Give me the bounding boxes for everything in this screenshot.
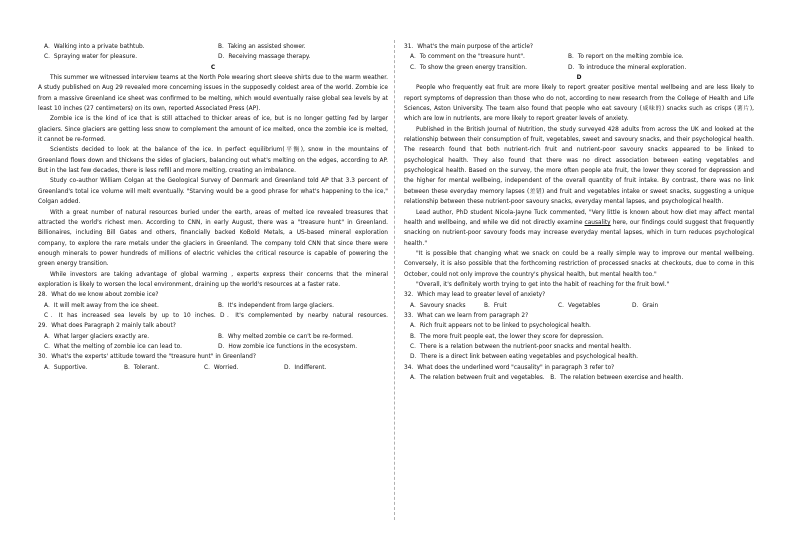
question-32: 32．Which may lead to greater level of anxiety? (404, 292, 546, 299)
q28-options-row-2 (38, 311, 388, 321)
passage-c-paragraph: Scientists decided to look at the balance of the ice. In perfect equilibrium(平衡), snow in the mountains of Greenland flows down and thickens the sides of glaciers, balancing out what's melting on the edges, according to AP. But in the last few decades, there is less refill and more melting, creating an imbalance. (38, 147, 388, 175)
passage-c-paragraph: Study co-author William Colgan at the Geological Survey of Denmark and Greenland told AP that 3.3 percent of Greenland's total ice volume will melt eventually. "Starving would be a good phrase for what's happening to the ice," Colgan added. (38, 178, 388, 206)
question-30: 30．What's the experts' attitude toward the "treasure hunt" in Greenland? (38, 354, 256, 361)
option-b: B．It's independent from large glaciers. (218, 302, 334, 309)
option-b: B．Fruit (484, 302, 507, 309)
option-c: C．It has increased sea levels by up to 10 inches. (44, 312, 216, 319)
passage-c-paragraph: While investors are taking advantage of global warming , experts express their concerns that the mineral exploration is likely to worsen the local environment, draining up the world's resources at a faster rate. (38, 271, 388, 288)
q30-options (38, 363, 388, 373)
option-b: B．The more fruit people eat, the lower they score for depression. (410, 333, 604, 340)
option-b: B．The relation between exercise and health. (550, 375, 684, 381)
passage-c-paragraph: This summer we witnessed interview teams at the North Pole wearing short sleeve shirts due to the warm weather. A study published on Aug 29 revealed more concerning issues in the supposedly coldest area of the world. Zombie ice from a massive Greenland ice sheet was confirmed to be melting, which would eventually raise global sea levels by at least 10 inches (27 centimeters) on its own, reported Associated Press (AP). (38, 75, 388, 113)
q29-options-row-1 (38, 332, 388, 342)
question-31: 31．What's the main purpose of the article? (404, 44, 534, 50)
option-a: A．Savoury snacks (410, 302, 466, 309)
question-29: 29．What does Paragraph 2 mainly talk about? (38, 323, 176, 330)
option-a: A．Rich fruit appears not to be linked to psychological health. (410, 323, 591, 330)
q31-options-row-1 (404, 52, 754, 62)
section-heading-c: C (210, 64, 216, 71)
option-d: D．It's complemented by nearby natural resources. (220, 312, 388, 319)
section-heading-d: D (576, 75, 582, 82)
q28-options-row-1 (38, 301, 388, 311)
option-d: D．There is a direct link between eating vegetables and psychological health. (410, 354, 638, 361)
option-a: A．To comment on the "treasure hunt". (410, 54, 525, 61)
option-d: D．To introduce the mineral exploration. (568, 64, 687, 71)
passage-d-paragraph: "Overall, it's definitely worth trying to get into the habit of reaching for the fruit bowl." (416, 281, 670, 288)
option-c: C．What the melting of zombie ice can lead to. (44, 343, 182, 350)
passage-d-paragraph: Published in the British Journal of Nutrition, the study surveyed 428 adults from across the UK and looked at the relationship between their consumption of fruit, vegetables, sweet and savoury snacks, and their psychological health. The research found that both nutrient-rich fruit and nutrient-poor savoury snacks appeared to be linked to psychological health. They also found that there was no direct association between eating vegetables and psychological health. Based on the survey, the more often people ate fruit, the lower they scored for depression and the higher for mental wellbeing, independent of the overall quantity of fruit intake. By contrast, there was no link between these everyday memory lapses (差错) and fruit and vegetables intake or sweet snacks, suggesting a unique relationship between these nutrient-poor savoury snacks, everyday mental lapses, and psychological health. (404, 126, 754, 206)
column-divider (394, 40, 395, 520)
option-d: D．How zombie ice functions in the ecosystem. (218, 343, 358, 350)
right-column (404, 42, 754, 383)
q34-options-row-1 (404, 373, 754, 383)
question-33: 33．What can we learn from paragraph 2? (404, 312, 529, 319)
option-b: B．To report on the melting zombie ice. (568, 54, 684, 61)
passage-c-paragraph: With a great number of natural resources buried under the earth, areas of melted ice revealed treasures that attracted the world's richest men. According to CNN, in early August, there was a "treasure hunt" in Greenland. Billionaires, including Bill Gates and others, financially backed KoBold Metals, a US-based mineral exploration company, to explore the rare metals under the glaciers in Greenland. The company told CNN that since there were enough minerals to power hundreds of millions of electric vehicles the critical resource is capable of powering the green energy transition. (38, 209, 388, 268)
option-c: C．Worried. (204, 364, 239, 371)
option-b: B．Taking an assisted shower. (218, 44, 306, 50)
option-a: A．What larger glaciers exactly are. (44, 333, 150, 340)
underlined-word-causality: causality (584, 219, 611, 226)
passage-d-paragraph: People who frequently eat fruit are more likely to report greater positive mental wellbeing and are less likely to report symptoms of depression than those who do not, according to new research from the College of Health and Life Sciences, Aston University. The team also found that people who eat savoury (咸味的) snacks such as crisps (薯片), which are low in nutrients, are more likely to report greater levels of anxiety. (404, 85, 754, 123)
option-c: C．Spraying water for pleasure. (44, 54, 138, 61)
option-c: C．Vegetables (558, 302, 601, 309)
option-a: A．It will melt away from the ice sheet. (44, 302, 159, 309)
q29-options-row-2 (38, 342, 388, 352)
option-a: A．The relation between fruit and vegetables. (410, 375, 545, 381)
option-b: B．Why melted zombie ce can't be re-formed. (218, 333, 353, 340)
option-a: A．Walking into a private bathtub. (44, 44, 145, 50)
paragraph-text: Lead author, PhD student Nicola-Jayne Tuck commented, "Very little is known about how diet may affect mental health and wellbeing, and while we did not directly examine (404, 209, 754, 226)
option-c: C．To show the green energy transition. (410, 64, 527, 71)
passage-c-paragraph: Zombie ice is the kind of ice that is still attached to thicker areas of ice, but is no longer getting fed by larger glaciers. Since glaciers are getting less snow to complement the amount of ice melted, once the zombie ice is melted, it cannot be re-formed. (38, 116, 388, 144)
q31-options-row-2 (404, 63, 754, 73)
option-d: D．Receiving massage therapy. (218, 54, 311, 61)
question-28: 28．What do we know about zombie ice? (38, 292, 159, 299)
question-34: 34．What does the underlined word "causality" in paragraph 3 refer to? (404, 364, 615, 371)
option-c: C．There is a relation between the nutrient-poor snacks and mental health. (410, 343, 632, 350)
option-b: B．Tolerant. (124, 364, 160, 371)
option-a: A．Supportive. (44, 364, 88, 371)
prev-options-row-1 (38, 42, 388, 52)
passage-d-paragraph-3 (404, 208, 754, 249)
passage-d-paragraph: "It is possible that changing what we snack on could be a really simple way to improve our mental wellbeing. Conversely, it is also possible that the forthcoming restriction of processed snacks at checkouts, due to come in this October, could not only improve the country's physical health, but mental health too." (404, 250, 754, 278)
option-d: D．Grain (632, 302, 659, 309)
left-column (38, 42, 388, 373)
q32-options (404, 301, 754, 311)
prev-options-row-2 (38, 52, 388, 62)
option-d: D．Indifferent. (284, 364, 327, 371)
paragraph-text: here, our findings could suggest that frequently snacking on nutrient-poor savoury foods may increase everyday mental lapses, which in turn reduces psychological health." (404, 219, 754, 247)
